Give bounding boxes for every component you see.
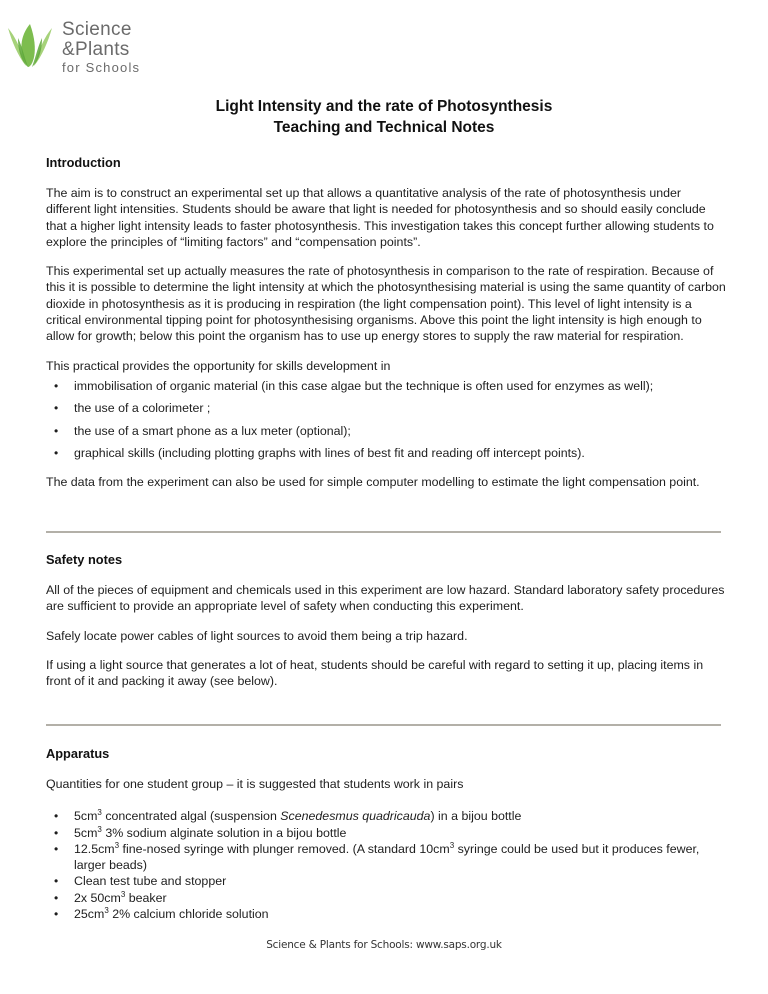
apparatus-heading: Apparatus bbox=[46, 746, 110, 761]
apparatus-list bbox=[46, 808, 726, 922]
bullet-icon: • bbox=[54, 825, 59, 840]
list-item: • $5cm^3$ concentrated algal (suspension Scenedesmus quadricauda) in a bijou bottle bbox=[54, 808, 522, 824]
title-line-2: Teaching and Technical Notes bbox=[273, 119, 495, 136]
introduction-section bbox=[46, 155, 726, 490]
bullet-icon: • bbox=[54, 423, 59, 438]
intro-paragraph-1: The aim is to construct an experimental set up that allows a quantitative analysis of the rate of photosynthesis under different light intensities. Students should be aware that light is needed for photosynthesis and so should easily conclude that a higher light intensity leads to faster photosynthesis. This investigation takes this concept further allowing students to explore the principles of “limiting factors” and “compensation points”. bbox=[46, 186, 714, 249]
apparatus-intro: Quantities for one student group – it is suggested that students work in pairs bbox=[46, 777, 464, 791]
skills-list bbox=[46, 378, 726, 461]
safety-paragraph-3: If using a light source that generates a lot of heat, students should be careful with regard to setting it up, placing items in front of it and packing it away (see below). bbox=[46, 657, 704, 689]
section-divider bbox=[46, 531, 721, 533]
bullet-icon: • bbox=[54, 907, 59, 922]
bullet-icon: • bbox=[54, 378, 59, 393]
list-item: • Clean test tube and stopper bbox=[54, 874, 227, 889]
list-item: • the use of a colorimeter ; bbox=[54, 401, 211, 416]
list-item: • $5cm^3$ 3% sodium alginate solution in a bijou bottle bbox=[54, 824, 347, 840]
bullet-icon: • bbox=[54, 401, 59, 416]
logo-line-1: Science bbox=[62, 19, 132, 40]
document-title bbox=[0, 96, 768, 138]
bullet-icon: • bbox=[54, 874, 59, 889]
safety-heading: Safety notes bbox=[46, 552, 123, 567]
intro-paragraph-4: The data from the experiment can also be used for simple computer modelling to estimate the light compensation point. bbox=[46, 475, 700, 490]
safety-paragraph-1: All of the pieces of equipment and chemicals used in this experiment are low hazard. Standard laboratory safety procedures are sufficient to provide an appropriate level of safety when conducting this experiment. bbox=[46, 583, 725, 614]
leaf-icon bbox=[6, 22, 54, 68]
section-divider bbox=[46, 724, 721, 726]
title-line-1: Light Intensity and the rate of Photosynthesis bbox=[215, 98, 553, 115]
apparatus-section bbox=[46, 746, 726, 922]
introduction-heading: Introduction bbox=[46, 155, 121, 170]
list-item: • immobilisation of organic material (in this case algae but the technique is often used for enzymes as well); bbox=[54, 378, 654, 393]
bullet-icon: • bbox=[54, 445, 59, 460]
intro-paragraph-3: This practical provides the opportunity for skills development in bbox=[46, 358, 391, 373]
saps-logo bbox=[6, 14, 206, 76]
intro-paragraph-2: This experimental set up actually measures the rate of photosynthesis in comparison to the rate of respiration. Because of this it is possible to determine the light intensity at which the photosynthesising material is using the same quantity of carbon dioxide in photosynthesis as it is producing in respiration (the light compensation point). This level of light intensity is a critical environmental tipping point for photosynthesising organisms. Above this point the light intensity is high enough to allow for growth; below this point the organism has to use up energy stores to supply the raw material for respiration. bbox=[46, 264, 726, 344]
bullet-icon: • bbox=[54, 809, 59, 824]
logo-text bbox=[62, 20, 140, 74]
bullet-icon: • bbox=[54, 890, 59, 905]
list-item: • 2x $50cm^3$ beaker bbox=[54, 889, 167, 905]
list-item: • $12.5cm^3$ fine-nosed syringe with plunger removed. (A standard $10cm^3$ syringe could be used but it produces fewer, larger beads) bbox=[54, 840, 700, 873]
list-item: • $25cm^3$ 2% calcium chloride solution bbox=[54, 906, 269, 922]
list-item: • graphical skills (including plotting graphs with lines of best fit and reading off intercept points). bbox=[54, 445, 585, 460]
list-item: • the use of a smart phone as a lux meter (optional); bbox=[54, 423, 351, 438]
logo-line-3: for Schools bbox=[62, 60, 141, 75]
page-footer: Science & Plants for Schools: www.saps.org.uk bbox=[266, 939, 502, 951]
logo-line-2: &Plants bbox=[62, 39, 130, 60]
safety-paragraph-2: Safely locate power cables of light sources to avoid them being a trip hazard. bbox=[46, 628, 468, 643]
bullet-icon: • bbox=[54, 841, 59, 856]
safety-section bbox=[46, 552, 726, 689]
